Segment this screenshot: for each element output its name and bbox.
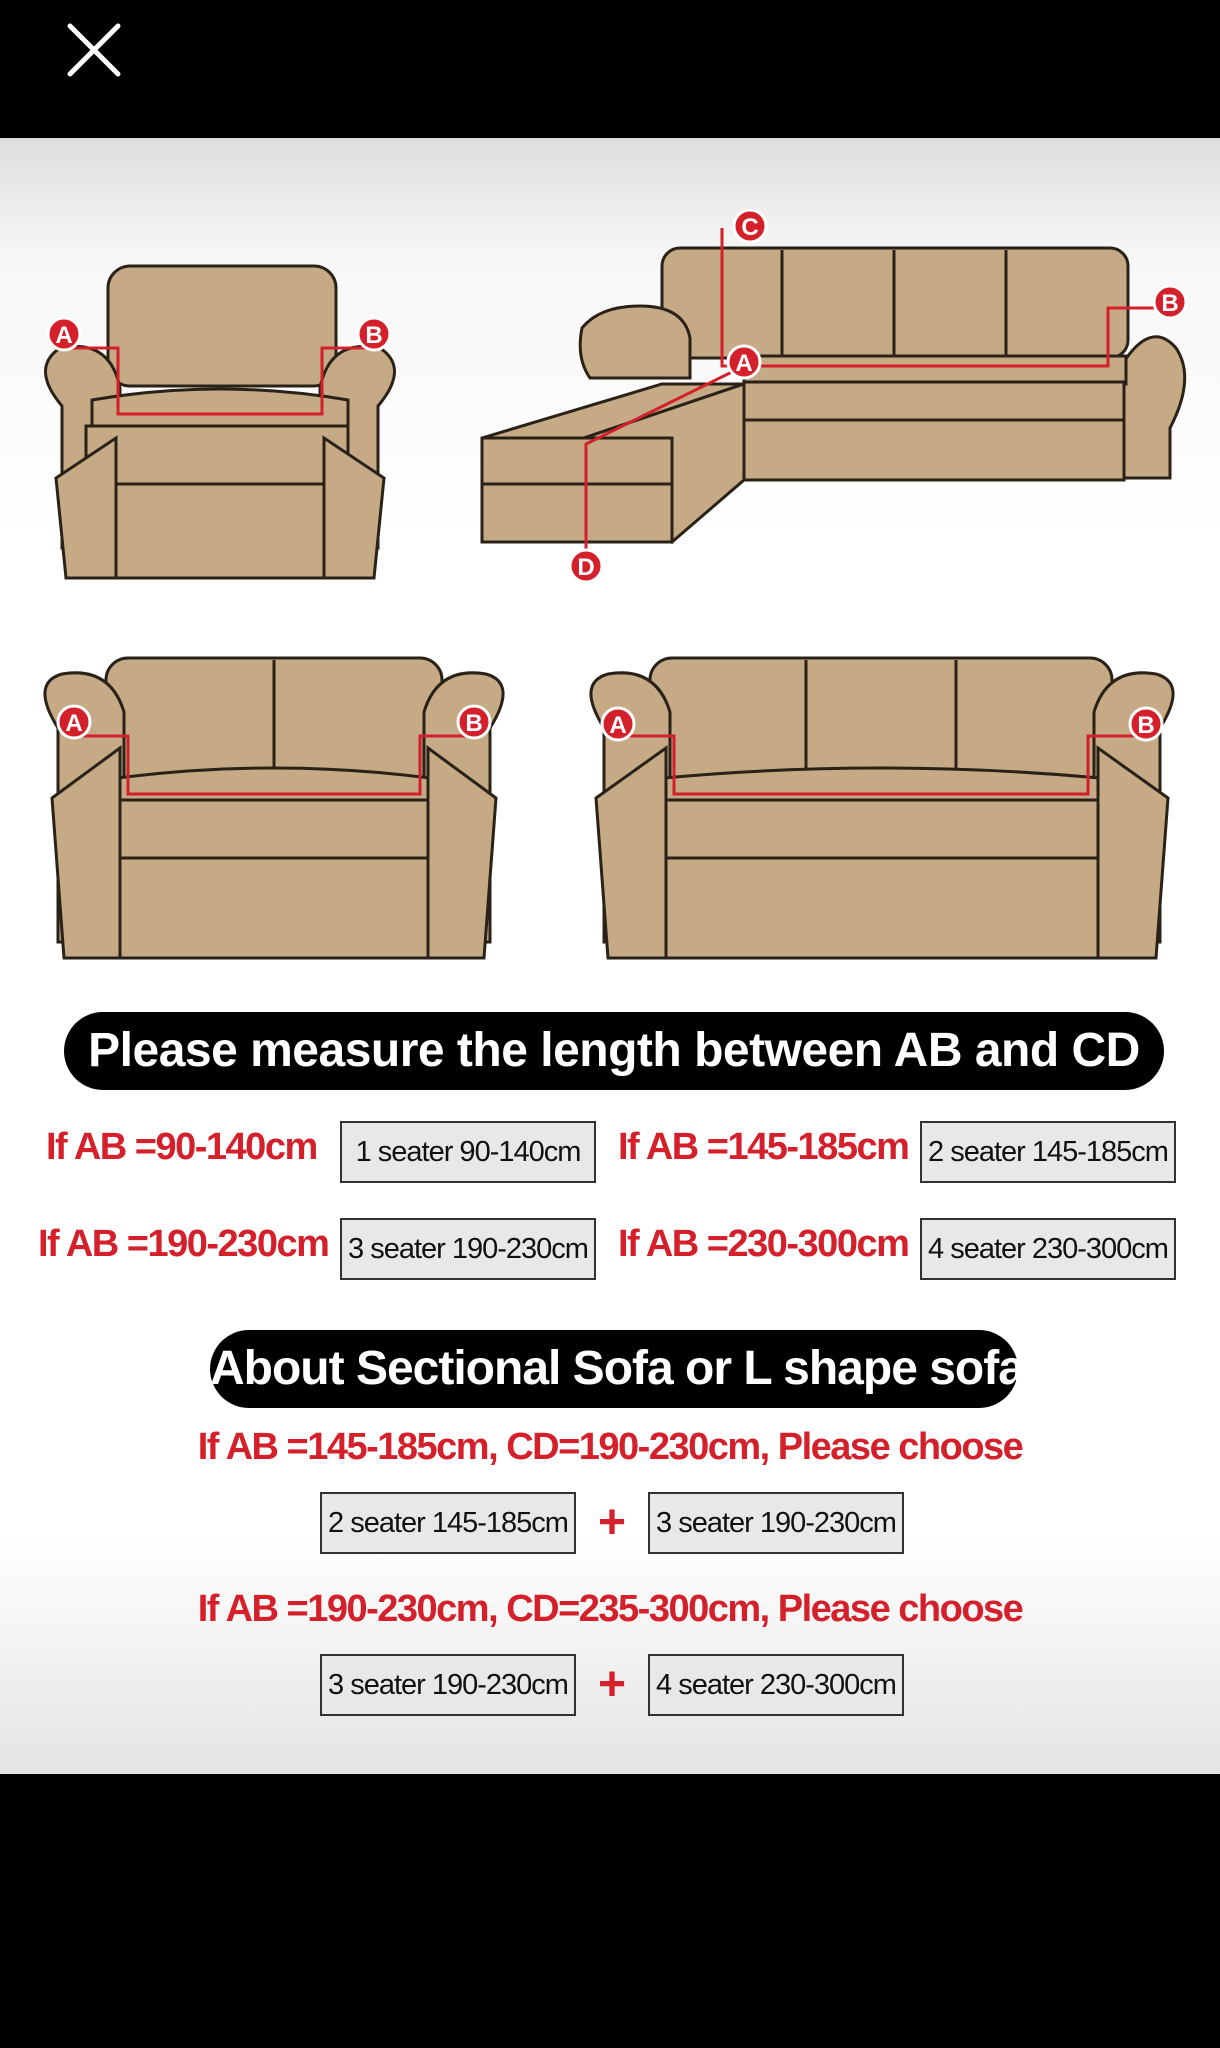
close-icon xyxy=(62,18,126,82)
label-marker xyxy=(734,210,766,242)
sectional-choice-2a: 3 seater 190-230cm xyxy=(320,1654,576,1716)
close-button[interactable] xyxy=(62,18,126,82)
three-seater-label-a: A xyxy=(609,712,627,739)
plus-icon: + xyxy=(597,1496,627,1549)
label-marker xyxy=(602,708,634,740)
rule-condition-4: If AB =230-300cm xyxy=(618,1223,909,1265)
rule-condition-2: If AB =145-185cm xyxy=(618,1126,909,1168)
label-marker xyxy=(458,706,490,738)
sectional-condition-2: If AB =190-230cm, CD=235-300cm, Please choose xyxy=(197,1588,1023,1630)
viewer-top-bar xyxy=(0,0,1220,138)
three-seater-label-b: B xyxy=(1137,712,1155,739)
three-seater-diagram xyxy=(591,658,1173,958)
rule-choice-4: 4 seater 230-300cm xyxy=(920,1218,1176,1280)
sectional-label-b: B xyxy=(1161,290,1179,317)
sofa-size-guide-image xyxy=(0,138,1220,1774)
rule-condition-1: If AB =90-140cm xyxy=(46,1126,317,1168)
sofa-diagrams xyxy=(0,138,1220,998)
label-marker xyxy=(728,346,760,378)
rule-choice-3: 3 seater 190-230cm xyxy=(340,1218,596,1280)
sectional-choice-2b: 4 seater 230-300cm xyxy=(648,1654,904,1716)
sectional-heading: About Sectional Sofa or L shape sofa xyxy=(210,1330,1018,1408)
rule-condition-3: If AB =190-230cm xyxy=(38,1223,329,1265)
rule-choice-1: 1 seater 90-140cm xyxy=(340,1121,596,1183)
sectional-label-c: C xyxy=(741,214,759,241)
plus-icon: + xyxy=(597,1658,627,1711)
sectional-label-a: A xyxy=(735,350,753,377)
loveseat-diagram xyxy=(45,658,503,958)
label-marker xyxy=(358,318,390,350)
viewer-bottom-area xyxy=(0,1774,1220,2048)
sectional-choice-1b: 3 seater 190-230cm xyxy=(648,1492,904,1554)
sectional-label-d: D xyxy=(577,554,595,581)
sectional-condition-1: If AB =145-185cm, CD=190-230cm, Please choose xyxy=(197,1426,1023,1468)
armchair-label-a: A xyxy=(55,322,73,349)
sectional-choice-1a: 2 seater 145-185cm xyxy=(320,1492,576,1554)
label-marker xyxy=(58,706,90,738)
label-marker xyxy=(48,318,80,350)
measure-heading: Please measure the length between AB and CD xyxy=(64,1012,1164,1090)
rule-choice-2: 2 seater 145-185cm xyxy=(920,1121,1176,1183)
label-marker xyxy=(570,550,602,582)
loveseat-label-b: B xyxy=(465,710,483,737)
label-marker xyxy=(1130,708,1162,740)
label-marker xyxy=(1154,286,1186,318)
loveseat-label-a: A xyxy=(65,710,83,737)
armchair-label-b: B xyxy=(365,322,383,349)
armchair-diagram xyxy=(45,266,394,578)
